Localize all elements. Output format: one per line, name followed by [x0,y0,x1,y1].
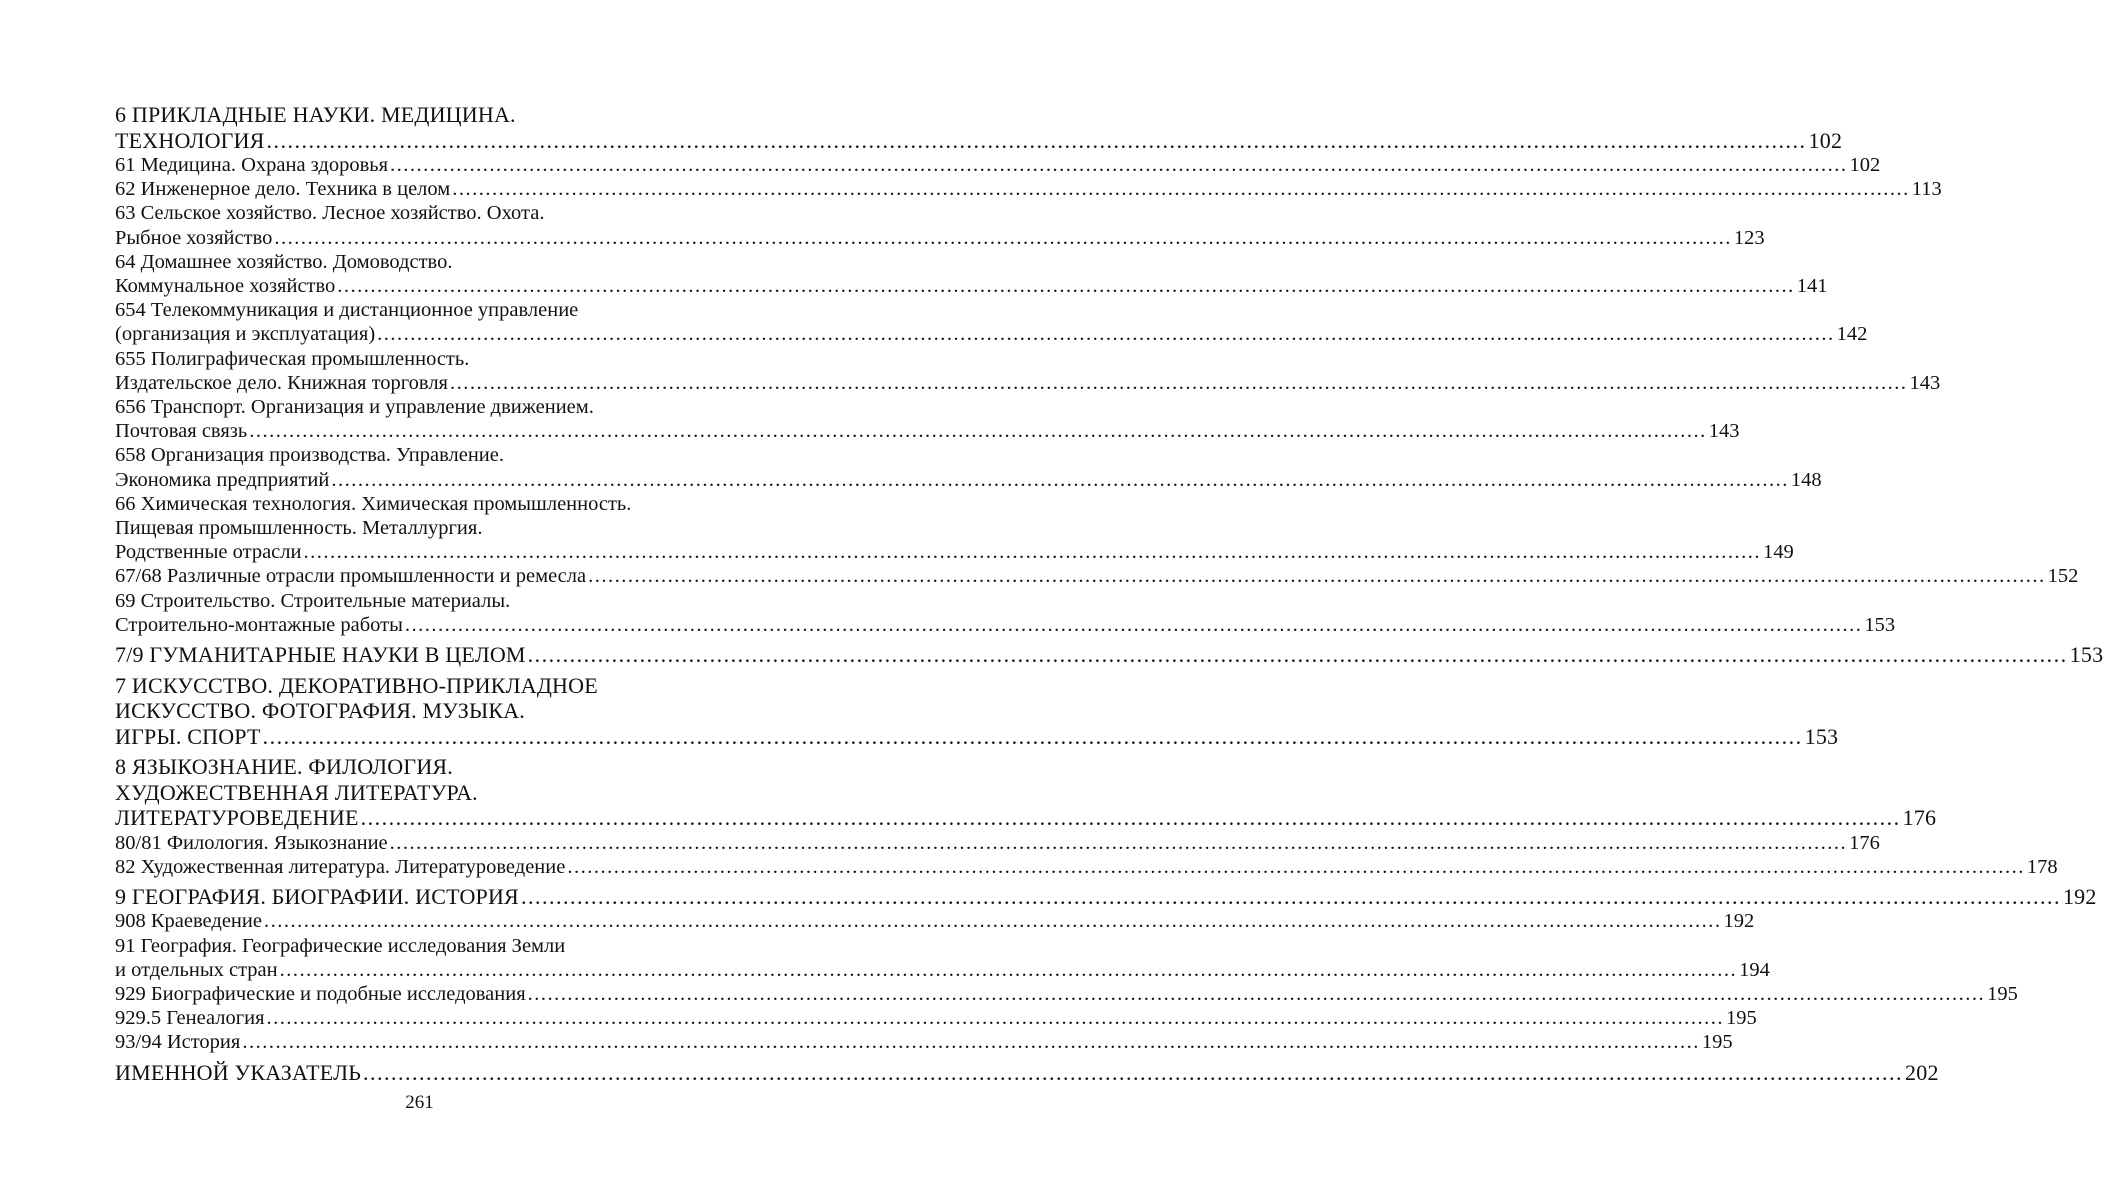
dot-leader: ............................................................................................................................................................................................................................ [389,831,1848,854]
toc-entry-leader-row [115,723,1839,750]
dot-leader: ............................................................................................................................................................................................................................ [449,371,1908,394]
page-number: 261 [405,1092,434,1113]
toc-entry-title-line: 80/81 Филология. Языкознание [115,831,388,854]
toc-entry-title-line: 9 ГЕОГРАФИЯ. БИОГРАФИИ. ИСТОРИЯ [115,883,519,909]
toc-entry-leader-row [115,982,2018,1006]
toc-entry-leader-row [115,274,1828,298]
dot-leader: ............................................................................................................................................................................................................................ [404,613,1863,636]
toc-section-heading [115,642,2103,668]
toc-page-number: 192 [1723,910,1755,933]
toc-entry-leader-row [115,855,2058,879]
dot-leader: ............................................................................................................................................................................................................................ [527,642,2068,668]
toc-entry-title-line: 7 ИСКУССТВО. ДЕКОРАТИВНО-ПРИКЛАДНОЕ [115,672,598,698]
table-of-contents [115,102,2103,1085]
toc-page-number: 192 [2062,883,2097,909]
toc-entry-leader-row [115,177,1942,201]
toc-entry [115,347,1941,395]
toc-page-number: 148 [1790,468,1822,491]
toc-entry [115,395,1740,443]
dot-leader: ............................................................................................................................................................................................................................ [274,226,1732,249]
toc-entry-leader-row [115,1006,1757,1030]
toc-section-heading [115,883,2097,910]
toc-page-number: 102 [1808,127,1843,153]
toc-entry-title-line: 6 ПРИКЛАДНЫЕ НАУКИ. МЕДИЦИНА. [115,102,516,127]
toc-entry-title-line: 7/9 ГУМАНИТАРНЫЕ НАУКИ В ЦЕЛОМ [115,642,526,668]
toc-entry-leader-row [115,909,1755,933]
toc-entry-leader-row [115,153,1881,177]
dot-leader: ............................................................................................................................................................................................................................ [266,127,1807,153]
dot-leader: ............................................................................................................................................................................................................................ [527,983,1986,1006]
toc-page-number: 149 [1762,541,1794,564]
toc-entry-title-line: ИГРЫ. СПОРТ [115,723,261,749]
toc-entry-leader-row [115,322,1868,346]
toc-entry-title-line: 69 Строительство. Строительные материалы. [115,589,511,612]
toc-entry-title-line: 929 Биографические и подобные исследования [115,983,526,1006]
toc-entry-title-line: Строительно-монтажные работы [115,613,403,636]
toc-section-heading [115,754,1937,831]
toc-entry [115,153,1881,177]
toc-entry-title-line: 66 Химическая технология. Химическая промышленность. [115,492,632,515]
dot-leader: ............................................................................................................................................................................................................................ [363,1059,1904,1085]
toc-page-number: 141 [1796,275,1828,298]
toc-entry-title-line: 655 Полиграфическая промышленность. [115,347,470,370]
toc-entry-leader-row [115,958,1770,982]
toc-entry-title-line: Издательское дело. Книжная торговля [115,371,448,394]
toc-entry [115,201,1765,249]
toc-entry-leader-row [115,613,1896,637]
toc-page-number: 178 [2026,855,2058,878]
toc-section-heading [115,1059,1939,1086]
toc-entry-leader-row [115,805,1937,831]
toc-entry-title-line: 908 Краеведение [115,910,262,933]
toc-page-number: 195 [1987,983,2018,1006]
toc-page-number: 195 [1701,1031,1733,1054]
toc-section-heading [115,672,1839,750]
toc-entry-title-line: 929.5 Генеалогия [115,1007,265,1030]
dot-leader: ............................................................................................................................................................................................................................ [360,805,1901,831]
toc-entry-leader-row [115,1030,1733,1054]
toc-entry [115,589,1896,637]
toc-entry-title-line: 61 Медицина. Охрана здоровья [115,154,389,176]
toc-entry-title-line: Коммунальное хозяйство [115,275,336,298]
toc-entry [115,855,2058,879]
toc-page-number: 113 [1911,178,1942,201]
toc-entry-title-line: 91 География. Географические исследования Земли [115,934,566,957]
toc-entry [115,250,1828,298]
toc-page-number: 123 [1733,226,1765,249]
toc-entry-title-line: и отдельных стран [115,958,278,981]
toc-entry [115,1030,1733,1054]
toc-entry-title-line: ТЕХНОЛОГИЯ [115,127,265,153]
toc-page-number: 102 [1849,154,1881,176]
dot-leader: ............................................................................................................................................................................................................................ [262,723,1803,749]
toc-page-number: 176 [1849,831,1880,854]
toc-page-number: 153 [2069,642,2103,668]
toc-entry-title-line: 62 Инженерное дело. Техника в целом [115,178,451,201]
dot-leader: ............................................................................................................................................................................................................................ [567,855,2025,878]
toc-page-number: 143 [1708,420,1740,443]
toc-entry-title-line: ИМЕННОЙ УКАЗАТЕЛЬ [115,1059,362,1085]
toc-page-number: 143 [1909,371,1941,394]
dot-leader: ............................................................................................................................................................................................................................ [303,541,1761,564]
dot-leader: ............................................................................................................................................................................................................................ [377,323,1835,346]
toc-page-number: 176 [1902,805,1937,831]
toc-entry-leader-row [115,564,2079,588]
toc-page-number: 195 [1726,1007,1757,1030]
toc-entry-leader-row [115,1059,1939,1086]
toc-page-number: 142 [1836,323,1868,346]
toc-entry-title-line: Родственные отрасли [115,541,302,564]
toc-page-number: 202 [1905,1059,1939,1085]
toc-entry-leader-row [115,642,2103,668]
toc-page-number: 152 [2047,565,2079,588]
dot-leader: ............................................................................................................................................................................................................................ [520,883,2061,909]
dot-leader: ............................................................................................................................................................................................................................ [390,154,1848,176]
toc-entry [115,934,1770,982]
toc-entry [115,831,1880,855]
toc-entry-leader-row [115,831,1880,855]
toc-entry [115,1006,1757,1030]
toc-section-heading [115,102,1843,153]
toc-entry-title-line: Экономика предприятий [115,468,330,491]
toc-entry-leader-row [115,883,2097,910]
toc-entry-title-line: Рыбное хозяйство [115,226,273,249]
dot-leader: ............................................................................................................................................................................................................................ [249,420,1707,443]
toc-entry-leader-row [115,540,1794,564]
toc-entry [115,564,2079,588]
toc-entry-title-line: 8 ЯЗЫКОЗНАНИЕ. ФИЛОЛОГИЯ. [115,754,453,780]
toc-entry [115,909,1755,933]
toc-entry-title-line: 63 Сельское хозяйство. Лесное хозяйство. Охота. [115,202,545,225]
toc-entry-leader-row [115,468,1822,492]
toc-page-number: 153 [1864,613,1896,636]
toc-entry-title-line: 654 Телекоммуникация и дистанционное управление [115,299,579,322]
toc-page-number: 194 [1739,958,1770,981]
toc-entry [115,443,1822,491]
dot-leader: ............................................................................................................................................................................................................................ [266,1007,1725,1030]
toc-entry-title-line: 82 Художественная литература. Литературоведение [115,855,566,878]
toc-entry-title-line: (организация и эксплуатация) [115,323,376,346]
dot-leader: ............................................................................................................................................................................................................................ [242,1031,1700,1054]
toc-entry-title-line: 67/68 Различные отрасли промышленности и ремесла [115,565,587,588]
dot-leader: ............................................................................................................................................................................................................................ [337,275,1795,298]
toc-entry-title-line: Почтовая связь [115,420,248,443]
toc-entry-title-line: ИСКУССТВО. ФОТОГРАФИЯ. МУЗЫКА. [115,698,525,724]
toc-entry-title-line: 658 Организация производства. Управление. [115,444,504,467]
toc-entry-title-line: Пищевая промышленность. Металлургия. [115,517,483,540]
toc-entry [115,177,1942,201]
toc-entry-leader-row [115,419,1740,443]
dot-leader: ............................................................................................................................................................................................................................ [452,178,1910,201]
toc-entry-title-line: ХУДОЖЕСТВЕННАЯ ЛИТЕРАТУРА. [115,779,478,805]
toc-entry [115,298,1868,346]
toc-entry [115,492,1794,565]
dot-leader: ............................................................................................................................................................................................................................ [588,565,2046,588]
dot-leader: ............................................................................................................................................................................................................................ [331,468,1789,491]
toc-entry-title-line: 64 Домашнее хозяйство. Домоводство. [115,250,453,273]
toc-entry-title-line: 656 Транспорт. Организация и управление движением. [115,396,594,419]
toc-entry-title-line: 93/94 История [115,1031,241,1054]
toc-entry [115,982,2018,1006]
toc-page-number: 153 [1804,723,1839,749]
toc-entry-leader-row [115,127,1843,154]
toc-entry-title-line: ЛИТЕРАТУРОВЕДЕНИЕ [115,805,359,831]
toc-entry-leader-row [115,226,1765,250]
dot-leader: ............................................................................................................................................................................................................................ [279,958,1738,981]
dot-leader: ............................................................................................................................................................................................................................ [263,910,1722,933]
toc-entry-leader-row [115,371,1941,395]
